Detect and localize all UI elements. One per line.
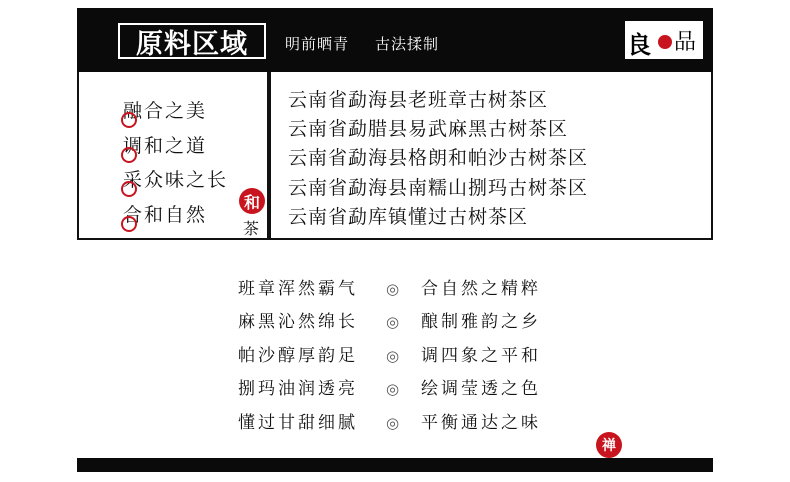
region-item: 云南省勐海县南糯山捌玛古树茶区 [288, 176, 589, 199]
pair-row: 捌玛油润透亮 ◎ 绘调莹透之色 [238, 373, 568, 406]
brand-logo [625, 21, 703, 59]
tea-char: 茶 [243, 219, 260, 238]
region-list [288, 86, 588, 232]
pair-row: 班章浑然霸气 ◎ 合自然之精粹 [238, 273, 568, 306]
brand-char-2: 品 [674, 30, 697, 55]
list-item: 合和自然 [123, 198, 228, 233]
footer-bar [77, 458, 713, 472]
brand-seal-icon [658, 35, 672, 49]
region-item: 云南省勐腊县易武麻黑古树茶区 [288, 118, 569, 141]
philosophy-list [123, 94, 228, 232]
region-item: 云南省勐海县老班章古树茶区 [288, 89, 549, 111]
brand-char-1: 良 [627, 31, 651, 59]
pair-row: 懂过甘甜细腻 ◎ 平衡通达之味 [238, 407, 568, 440]
he-seal-icon: 和 [239, 188, 265, 214]
circle-mark-icon [121, 216, 137, 232]
page-title: 原料区域 [118, 23, 266, 59]
region-item: 云南省勐库镇懂过古树茶区 [288, 205, 529, 228]
zen-seal-icon: 禅 [596, 432, 622, 458]
pair-symbol-icon: ◎ [386, 380, 403, 399]
list-item: 采众味之长 [123, 163, 228, 198]
circle-mark-icon [121, 112, 137, 128]
pair-symbol-icon: ◎ [386, 280, 403, 298]
tasting-pairs [238, 273, 568, 440]
circle-mark-icon [121, 147, 137, 163]
pair-row: 帕沙醇厚韵足 ◎ 调四象之平和 [238, 340, 568, 373]
pair-symbol-icon: ◎ [386, 413, 403, 432]
header-bar [77, 8, 713, 72]
list-item: 调和之道 [123, 129, 228, 164]
list-item: 融合之美 [123, 94, 228, 129]
circle-mark-icon [121, 181, 137, 197]
subtitle-1: 明前晒青 [285, 35, 350, 53]
region-panel [77, 72, 713, 240]
region-item: 云南省勐海县格朗和帕沙古树茶区 [288, 147, 589, 170]
panel-divider [267, 72, 271, 238]
pair-symbol-icon: ◎ [386, 346, 403, 365]
pair-symbol-icon: ◎ [386, 313, 403, 332]
pair-row: 麻黑沁然绵长 ◎ 酿制雅韵之乡 [238, 306, 568, 339]
subtitle-2: 古法揉制 [375, 35, 440, 53]
